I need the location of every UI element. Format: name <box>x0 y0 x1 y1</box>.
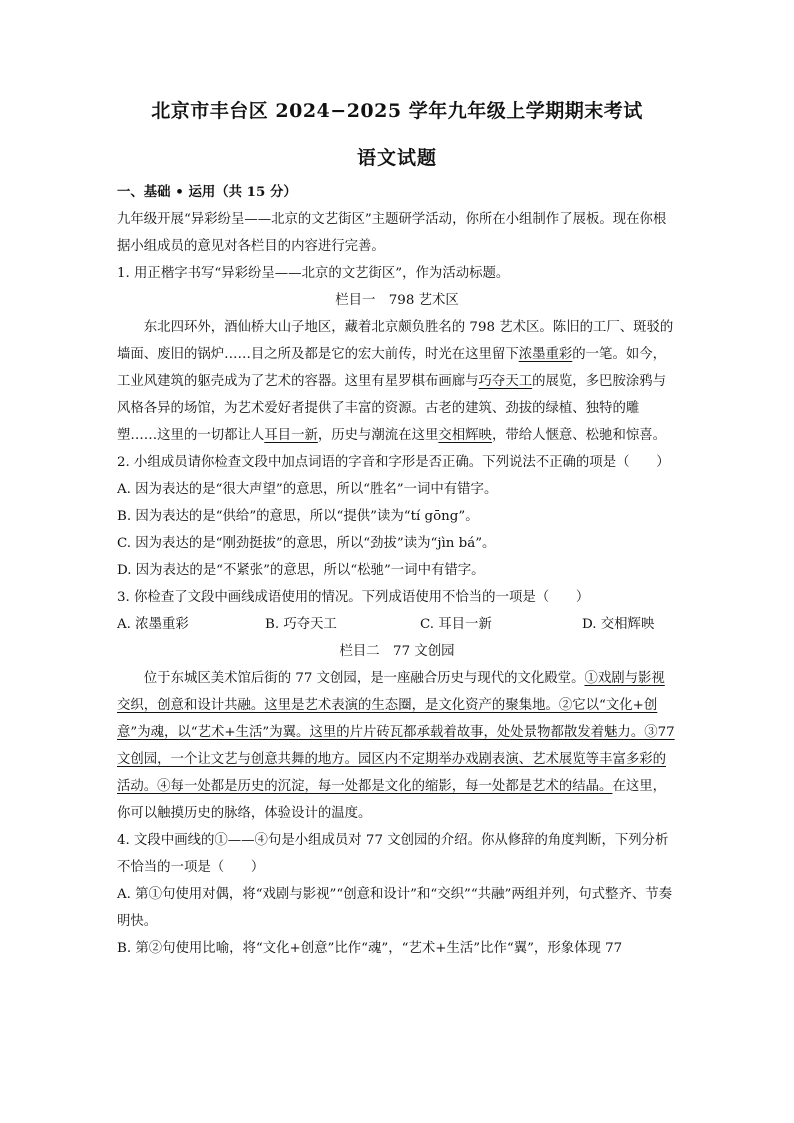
exam-content <box>117 179 677 962</box>
question-2-option-c: C. 因为表达的是“刚劲挺拔”的意思，所以“劲拔”读为“jìn bá”。 <box>117 536 496 551</box>
question-2-option-b: B. 因为表达的是“供给”的意思，所以“提供”读为“tí gōng”。 <box>117 509 479 524</box>
passage-text: ，历史与潮流在这里 <box>317 428 439 443</box>
exam-subtitle: 语文试题 <box>356 147 437 169</box>
question-4-option-b: B. 第②句使用比喻，将“文化+创意”比作“魂”，“艺术+生活”比作“翼”，形象体现 77 <box>117 941 623 956</box>
section-heading: 一、基础 • 运用（共 15 分） <box>117 184 297 200</box>
passage-text: 在这里，你可以触摸历史的脉络，体验设计的温度。 <box>117 779 667 821</box>
passage-text: 位于东城区美术馆后街的 77 文创园，是一座融合历史与现代的文化殿堂。 <box>143 671 585 686</box>
column-1-title: 栏目一 798 艺术区 <box>335 293 459 308</box>
question-1: 1. 用正楷字书写“异彩纷呈——北京的文艺街区”，作为活动标题。 <box>117 266 510 281</box>
underlined-idiom-3: 耳目一新 <box>264 428 318 443</box>
question-2: 2. 小组成员请你检查文段中加点词语的字音和字形是否正确。下列说法不正确的项是（ ） <box>117 455 670 470</box>
question-3-option-b: B. 巧夺天工 <box>265 617 337 632</box>
exam-title: 北京市丰台区 2024−2025 学年九年级上学期期末考试 <box>151 100 643 122</box>
underlined-idiom-1: 浓墨重彩 <box>518 347 573 362</box>
passage-text: 的展览，多巴胺涂鸦与风格各异的场馆，为艺术爱好者提供了丰富的资源。古老的建筑、劲拔的绿植、独特的雕塑……这里的一切都让人 <box>117 374 667 443</box>
passage-text: 的一笔。如今，工业风建筑的躯壳成为了艺术的容器。这里有星罗棋布画廊与 <box>117 347 667 389</box>
passage-text: 东北四环外，酒仙桥大山子地区，藏着北京颇负胜名的 798 艺术区。陈旧的工厂、斑驳的墙面、废旧的锅炉……目之所及都是它的宏大前传，时光在这里留下 <box>117 320 674 362</box>
question-3-option-a: A. 浓墨重彩 <box>117 617 189 632</box>
intro-paragraph: 九年级开展“异彩纷呈——北京的文艺街区”主题研学活动，你所在小组制作了展板。现在你根据小组成员的意见对各栏目的内容进行完善。 <box>117 212 667 254</box>
question-2-option-d: D. 因为表达的是“不紧张”的意思，所以“松驰”一词中有错字。 <box>117 563 485 578</box>
question-2-option-a: A. 因为表达的是“很大声望”的意思，所以“胜名”一词中有错字。 <box>117 482 498 497</box>
underlined-idiom-2: 巧夺天工 <box>478 374 533 389</box>
question-4: 4. 文段中画线的①——④句是小组成员对 77 文创园的介绍。你从修辞的角度判断，下列分析不恰当的一项是（ ） <box>117 833 669 875</box>
question-3-options <box>117 611 677 638</box>
passage-text: ，带给人惬意、松驰和惊喜。 <box>491 428 667 443</box>
column-2-title: 栏目二 77 文创园 <box>339 644 455 659</box>
question-3-option-c: C. 耳目一新 <box>420 617 492 632</box>
column-1-passage <box>117 314 677 449</box>
underlined-sentences: ①戏剧与影视交织，创意和设计共融。这里是艺术表演的生态圈，是文化资产的聚集地。②它以“文化+创意”为魂，以“艺术+生活”为翼。这里的片片砖瓦都承载着故事，处处景物都散发着魅力。③77 文创园，一个让文艺与创意共舞的地方。园区内不定期举办戏剧表演、艺术展览等丰富多彩的活动。④每一处都是历史的沉淀，每一处都是文化的缩影，每一处都是艺术的结晶。 <box>117 671 675 794</box>
underlined-idiom-4: 交相辉映 <box>438 428 492 443</box>
column-2-passage <box>117 665 677 827</box>
question-3-option-d: D. 交相辉映 <box>582 617 655 632</box>
question-3: 3. 你检查了文段中画线成语使用的情况。下列成语使用不恰当的一项是（ ） <box>117 590 590 605</box>
question-4-option-a: A. 第①句使用对偶，将“戏剧与影视”“创意和设计”和“交织”“共融”两组并列，句式整齐、节奏明快。 <box>117 887 673 929</box>
